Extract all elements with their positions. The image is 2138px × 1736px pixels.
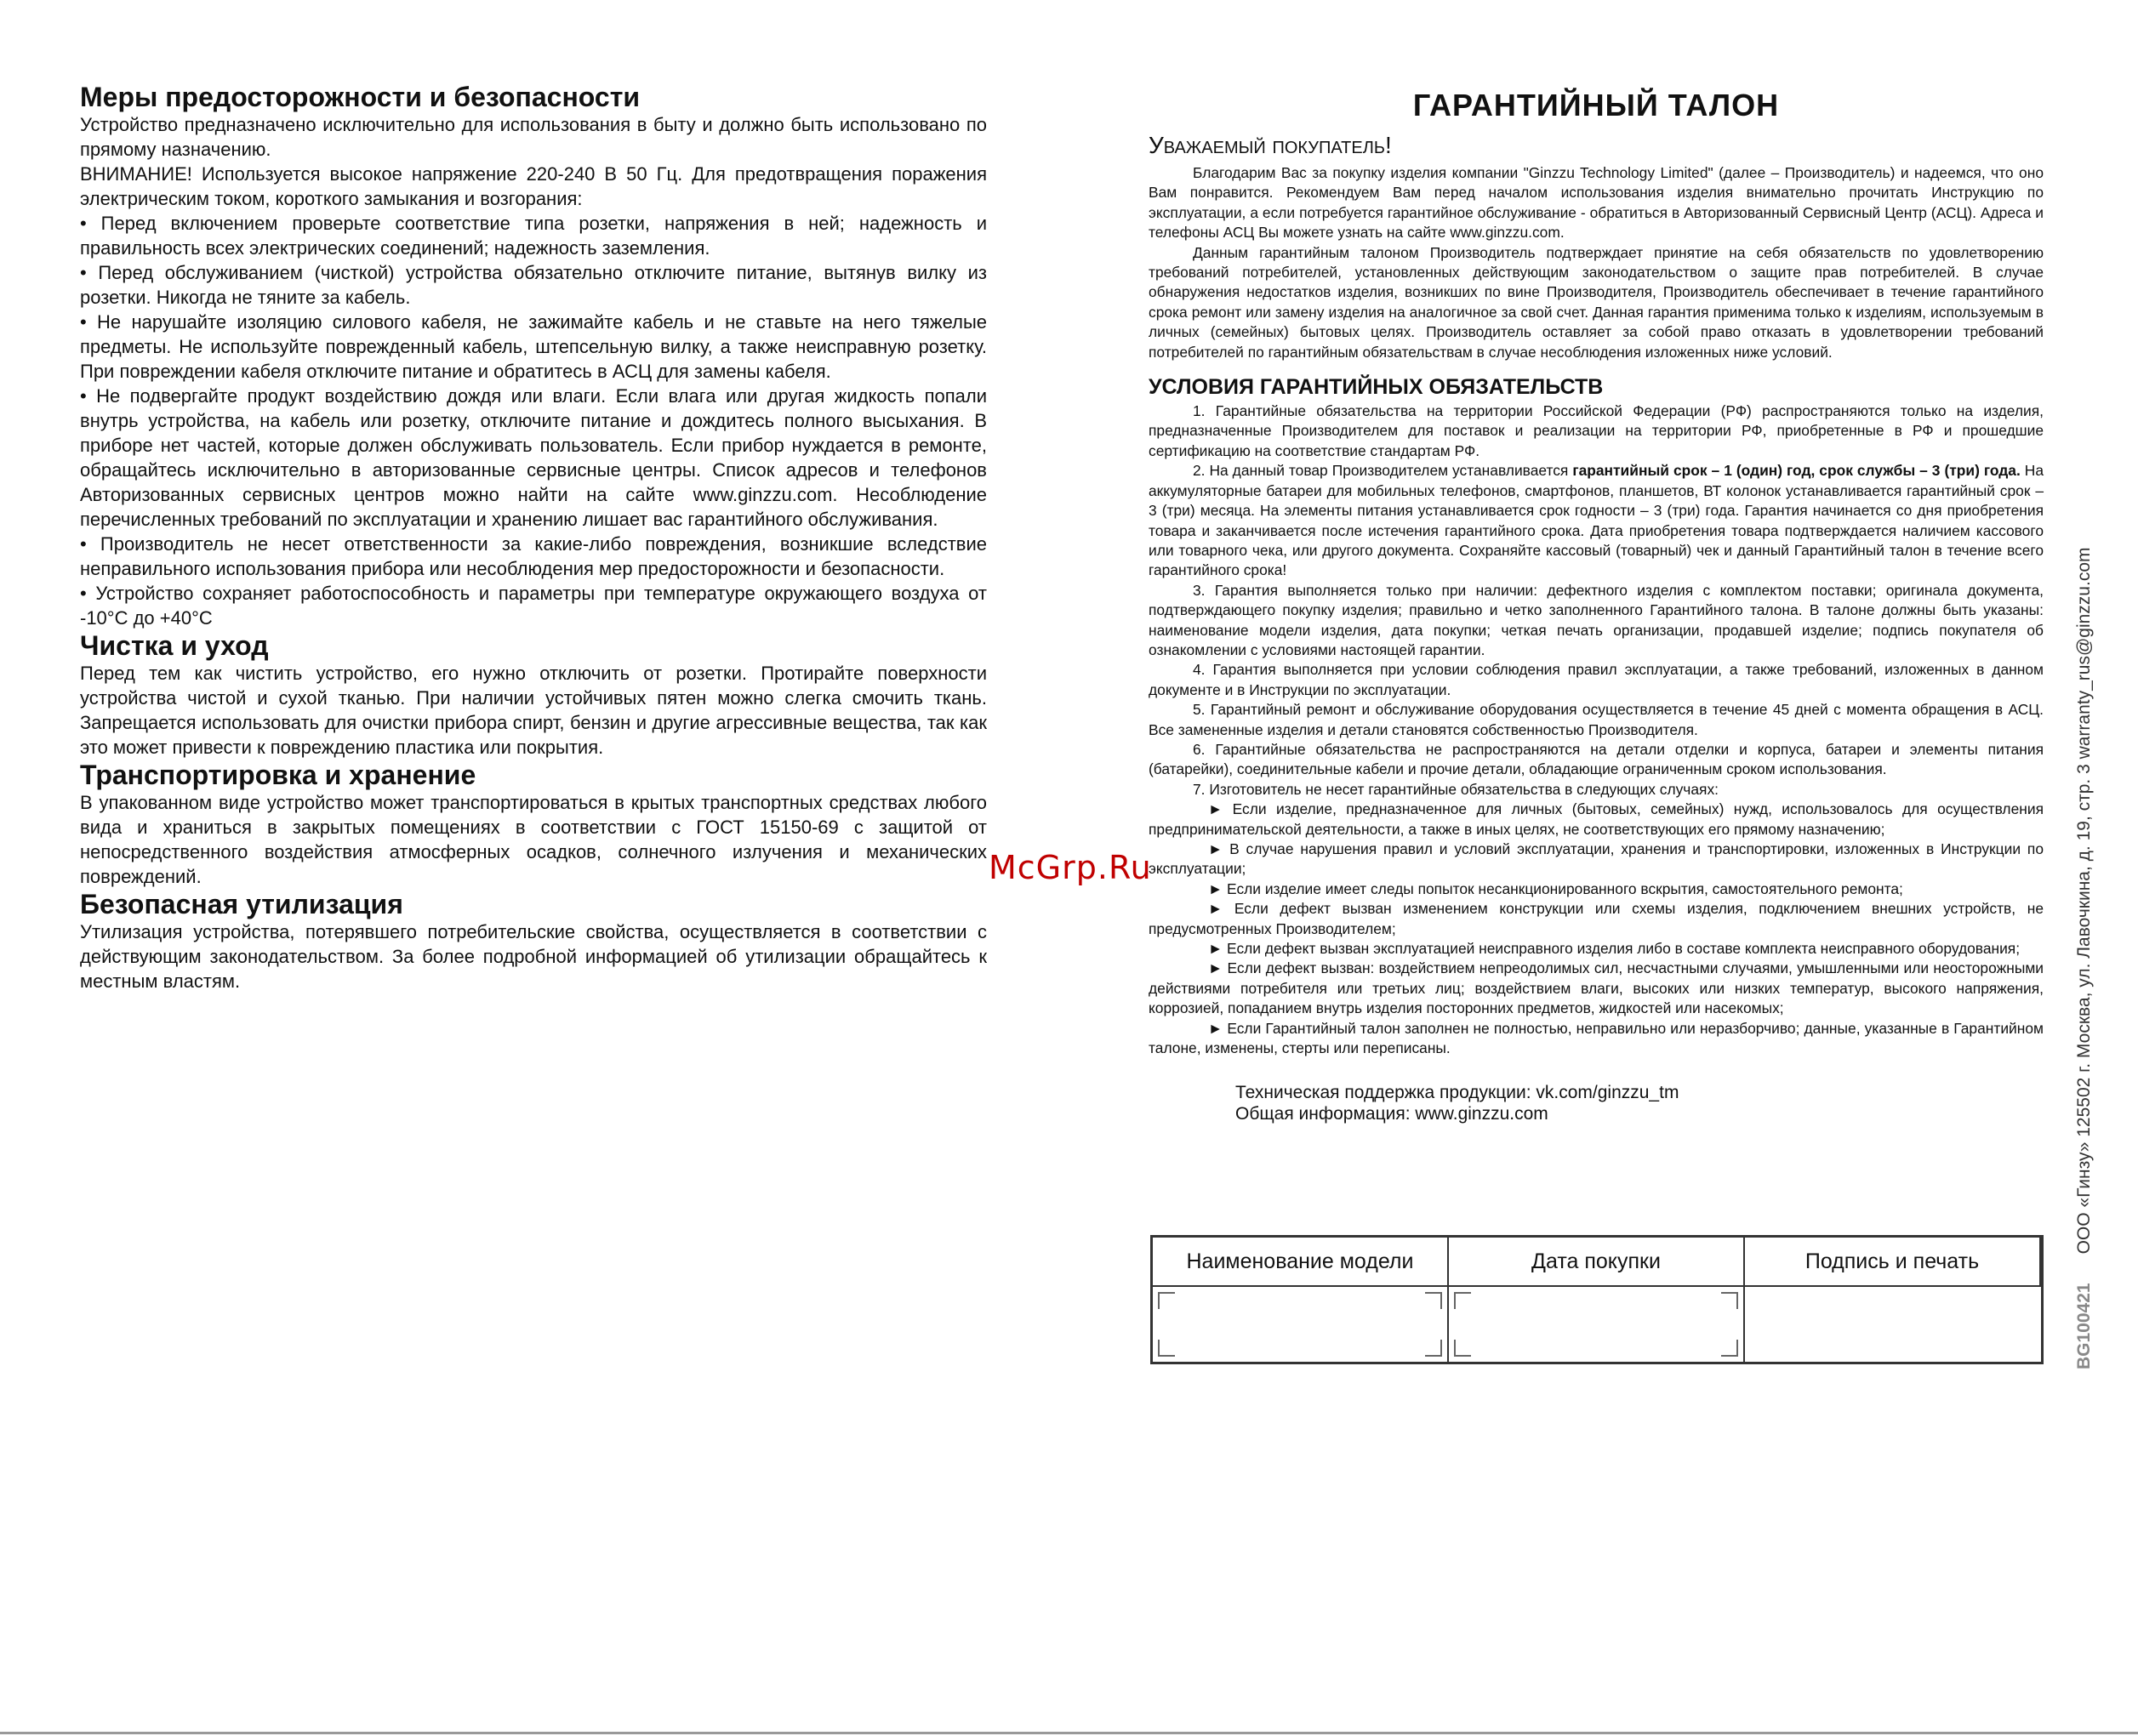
section-title: Чистка и уход bbox=[80, 630, 269, 661]
condition-2-text-rest: На аккумуляторные батареи для мобильных телефонов, смартфонов, планшетов, ВТ колонок устанавливается гарантийный срок – 3 (три) месяца. На элементы питания устанавливается срок годности – 3 (три) года. Гарантия начинается со дня приобретения товара и заканчивается после истечения гарантийного срока. Дата приобретения товара подтверждается наличием кассового или товарного чека, или другого документа. Сохраняйте кассовый (товарный) чек и данный Гарантийный талон в течение всего гарантийного срока! bbox=[1149, 462, 2044, 579]
exclusion-case: ► Если изделие, предназначенное для личных (бытовых, семейных) нужд, использовалось для осуществления предпринимательской деятельности, а также в иных целях, не соответствующих его прямому назначению; bbox=[1149, 800, 2044, 838]
table-header-date: Дата покупки bbox=[1449, 1238, 1745, 1287]
condition-2-text: 2. На данный товар Производителем устанавливается bbox=[1193, 462, 1573, 480]
corner-mark bbox=[1425, 1340, 1442, 1357]
model-field[interactable] bbox=[1153, 1287, 1449, 1362]
section-safety bbox=[80, 82, 987, 630]
paragraph: • Производитель не несет ответственности за какие-либо повреждения, возникшие вследствие неправильного использования прибора или несоблюдения мер предосторожности и безопасности. bbox=[80, 533, 987, 579]
paragraph: В упакованном виде устройство может транспортироваться в крытых транспортных средствах любого вида и храниться в закрытых помещениях в соответствии с ГОСТ 15150-69 с защитой от непосредственного воздействия атмосферных осадков, солнечного излучения и механических повреждений. bbox=[80, 792, 987, 887]
exclusion-case: ► Если Гарантийный талон заполнен не полностью, неправильно или неразборчиво; данные, указанные в Гарантийном талоне, изменены, стерты или переписаны. bbox=[1149, 1019, 2044, 1057]
condition-4: 4. Гарантия выполняется при условии соблюдения правил эксплуатации, а также требований, изложенных в данном документе и в Инструкции по эксплуатации. bbox=[1149, 661, 2044, 698]
support-info bbox=[1235, 1082, 2044, 1124]
warranty-title: ГАРАНТИЙНЫЙ ТАЛОН bbox=[1412, 88, 1780, 122]
paragraph: • Перед включением проверьте соответствие типа розетки, напряжения в ней; надежность и правильность всех электрических соединений; надежность заземления. bbox=[80, 213, 987, 259]
table-header-model: Наименование модели bbox=[1153, 1238, 1449, 1287]
salutation: Уважаемый покупатель! bbox=[1149, 132, 1392, 158]
exclusion-case: ► В случае нарушения правил и условий эксплуатации, хранения и транспортировки, изложенных в Инструкции по эксплуатации; bbox=[1149, 840, 2044, 878]
section-cleaning bbox=[80, 630, 987, 760]
paragraph: ВНИМАНИЕ! Используется высокое напряжение 220-240 В 50 Гц. Для предотвращения поражения электрическим током, короткого замыкания и возгорания: bbox=[80, 163, 987, 209]
warranty-column bbox=[1149, 87, 2044, 1124]
corner-mark bbox=[1454, 1292, 1471, 1309]
paragraph: Устройство предназначено исключительно для использования в быту и должно быть использовано по прямому назначению. bbox=[80, 114, 987, 160]
info-line: Общая информация: www.ginzzu.com bbox=[1235, 1104, 1548, 1124]
paragraph: • Устройство сохраняет работоспособность и параметры при температуре окружающего воздуха от -10°С до +40°С bbox=[80, 583, 987, 629]
support-line: Техническая поддержка продукции: vk.com/ginzzu_tm bbox=[1235, 1083, 1679, 1103]
section-title: Меры предосторожности и безопасности bbox=[80, 82, 641, 112]
signature-field[interactable] bbox=[1745, 1287, 2041, 1362]
document-code: BG100421 bbox=[2074, 1283, 2094, 1369]
paragraph: • Не нарушайте изоляцию силового кабеля, не зажимайте кабель и не ставьте на него тяжелые предметы. Не используйте поврежденный кабель, штепсельную вилку, а также неисправную розетку. При повреждении кабеля отключите питание и обратитесь в АСЦ для замены кабеля. bbox=[80, 311, 987, 382]
intro-paragraph: Благодарим Вас за покупку изделия компании "Ginzzu Technology Limited" (далее – Производитель) и надеемся, что оно Вам понравится. Рекомендуем Вам перед началом использования изделия внимательно прочитать Инструкцию по эксплуатации, а если потребуется гарантийное обслуживание - обратиться в Авторизованный Сервисный Центр (АСЦ). Адреса и телефоны АСЦ Вы можете узнать на сайте www.ginzzu.com. bbox=[1149, 164, 2044, 242]
exclusion-case: ► Если дефект вызван эксплуатацией неисправного изделия либо в составе комплекта неисправного оборудования; bbox=[1208, 940, 2021, 958]
watermark: McGrp.Ru bbox=[989, 849, 1152, 886]
corner-mark bbox=[1454, 1340, 1471, 1357]
exclusion-case: ► Если дефект вызван: воздействием непреодолимых сил, несчастными случаями, умышленными или неосторожными действиями потребителя или третьих лиц; воздействием влаги, высоких или низких температур, высокого напряжения, коррозией, попаданием внутрь изделия посторонних предметов, жидкостей или насекомых; bbox=[1149, 959, 2044, 1017]
corner-mark bbox=[1721, 1292, 1738, 1309]
paragraph: • Не подвергайте продукт воздействию дождя или влаги. Если влага или другая жидкость попали внутрь устройства, на кабель или розетку, отключите питание и дождитесь полного высыхания. В приборе нет частей, которые должен обслуживать пользователь. Если прибор нуждается в ремонте, обращайтесь исключительно в авторизованные сервисные центры. Список адресов и телефонов Авторизованных сервисных центров можно найти на сайте www.ginzzu.com. Несоблюдение перечисленных требований по эксплуатации и хранению лишает вас гарантийного обслуживания. bbox=[80, 385, 987, 530]
purchase-date-field[interactable] bbox=[1449, 1287, 1745, 1362]
exclusion-case: ► Если дефект вызван изменением конструкции или схемы изделия, подключением внешних устройств, не предусмотренных Производителем; bbox=[1149, 900, 2044, 937]
left-column bbox=[80, 82, 987, 993]
conditions-title: УСЛОВИЯ ГАРАНТИЙНЫХ ОБЯЗАТЕЛЬСТВ bbox=[1149, 375, 1604, 400]
paragraph: Утилизация устройства, потерявшего потребительские свойства, осуществляется в соответствии с действующим законодательством. За более подробной информацией об утилизации обращайтесь к местным властям. bbox=[80, 921, 987, 992]
condition-7: 7. Изготовитель не несет гарантийные обязательства в следующих случаях: bbox=[1193, 780, 1719, 798]
table-header-signature: Подпись и печать bbox=[1745, 1238, 2041, 1287]
page-bottom-divider bbox=[0, 1732, 2138, 1734]
company-address: ООО «Гинзу» 125502 г. Москва, ул. Лавочкина, д. 19, стр. 3 warranty_rus@ginzzu.com bbox=[2074, 547, 2094, 1255]
section-title: Безопасная утилизация bbox=[80, 889, 403, 919]
exclusion-case: ► Если изделие имеет следы попыток несанкционированного вскрытия, самостоятельного ремонта; bbox=[1208, 879, 1903, 897]
corner-mark bbox=[1721, 1340, 1738, 1357]
condition-3: 3. Гарантия выполняется только при наличии: дефектного изделия с комплектом поставки; оригинала документа, подтверждающего покупку изделия; правильно и четко заполненного Гарантийного талона. В талоне должны быть указаны: наименование модели изделия, дата покупки; четкая печать организации, продавшей изделие; подпись покупателя об ознакомлении с условиями настоящей гарантии. bbox=[1149, 581, 2044, 658]
section-transport bbox=[80, 760, 987, 889]
condition-2 bbox=[1149, 461, 2044, 580]
condition-6: 6. Гарантийные обязательства не распространяются на детали отделки и корпуса, батареи и элементы питания (батарейки), соединительные кабели и прочие детали, обладающие ограниченным сроком использования. bbox=[1149, 740, 2044, 778]
corner-mark bbox=[1425, 1292, 1442, 1309]
warranty-table bbox=[1150, 1235, 2044, 1364]
corner-mark bbox=[1158, 1340, 1175, 1357]
corner-mark bbox=[1158, 1292, 1175, 1309]
section-disposal bbox=[80, 889, 987, 993]
side-imprint bbox=[2067, 493, 2101, 1369]
condition-1: 1. Гарантийные обязательства на территории Российской Федерации (РФ) распространяются только на изделия, предназначенные Производителем для поставок и реализации на территории РФ, приобретенные в РФ и прошедшие сертификацию на соответствие стандартам РФ. bbox=[1149, 402, 2044, 459]
warranty-term: гарантийный срок – 1 (один) год, срок службы – 3 (три) года. bbox=[1572, 462, 2021, 480]
condition-5: 5. Гарантийный ремонт и обслуживание оборудования осуществляется в течение 45 дней с момента обращения в АСЦ. Все замененные изделия и детали становятся собственностью Производителя. bbox=[1149, 701, 2044, 738]
paragraph: Перед тем как чистить устройство, его нужно отключить от розетки. Протирайте поверхности устройства чистой и сухой тканью. При наличии устойчивых пятен можно слегка смочить ткань. Запрещается использовать для очистки прибора спирт, бензин и другие агрессивные вещества, так как это может привести к повреждению пластика или покрытия. bbox=[80, 663, 987, 758]
section-title: Транспортировка и хранение bbox=[80, 760, 476, 790]
paragraph: • Перед обслуживанием (чисткой) устройства обязательно отключите питание, вытянув вилку из розетки. Никогда не тяните за кабель. bbox=[80, 262, 987, 308]
intro-paragraph: Данным гарантийным талоном Производитель подтверждает принятие на себя обязательств по удовлетворению требований потребителей, установленных действующим законодательством о защите прав потребителей. В случае обнаружения недостатков изделия, возникших по вине Производителя, Производитель обеспечивает в течение гарантийного срока ремонт или замену изделия на аналогичное за свой счет. Данная гарантия применима только к изделиям, используемым в личных (семейных) бытовых целях. Производитель оставляет за собой право отказать в удовлетворении требований потребителей по гарантийным обязательствам в случае несоблюдения изложенных ниже условий. bbox=[1149, 243, 2044, 361]
